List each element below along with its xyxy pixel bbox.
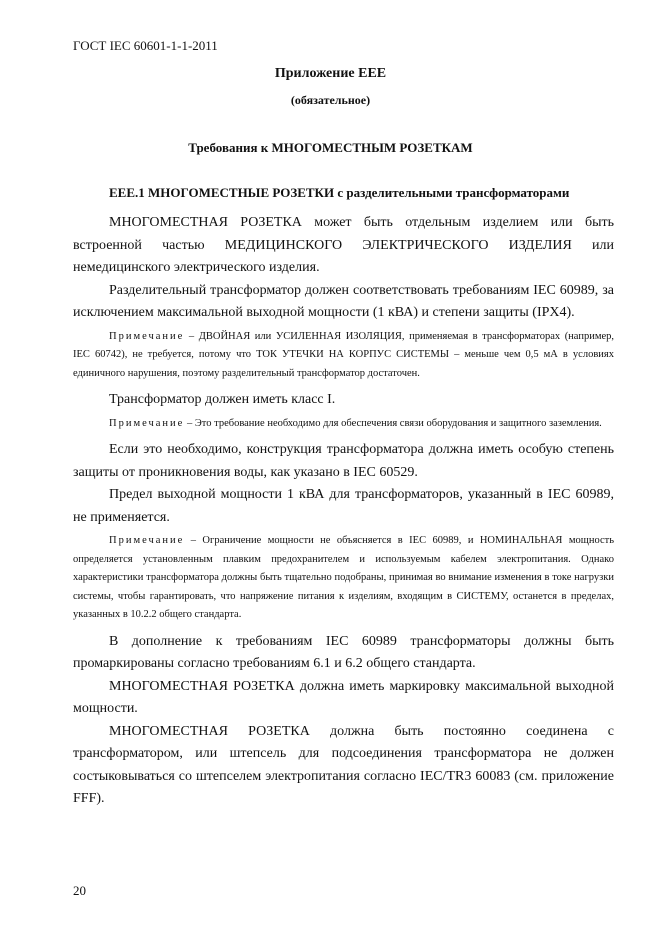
subsection-title: EEE.1 МНОГОМЕСТНЫЕ РОЗЕТКИ с разделительными трансформаторами xyxy=(109,185,570,200)
appendix-title: Приложение EEE xyxy=(274,66,387,81)
section-title: Требования к МНОГОМЕСТНЫМ РОЗЕТКАМ xyxy=(188,140,473,155)
appendix-status: (обязательное) xyxy=(290,93,371,107)
note-text: – Это требование необходимо для обеспечения связи оборудования и защитного заземления. xyxy=(184,417,602,429)
document-body xyxy=(73,183,614,811)
note-label: Примечание xyxy=(109,417,185,429)
paragraph: Разделительный трансформатор должен соответствовать требованиям IEC 60989, за исключением максимальной выходной мощности (1 кВА) и степени защиты (IPX4). xyxy=(73,282,614,320)
note xyxy=(73,328,614,384)
page-number: 20 xyxy=(73,883,86,898)
paragraph: МНОГОМЕСТНАЯ РОЗЕТКА должна иметь маркировку максимальной выходной мощности. xyxy=(73,678,614,716)
paragraph: Если это необходимо, конструкция трансформатора должна иметь особую степень защиты от проникновения воды, как указано в IEC 60529. xyxy=(73,442,614,480)
note-label: Примечание xyxy=(109,535,185,546)
note xyxy=(73,415,614,434)
note xyxy=(73,532,614,625)
note-text: – ДВОЙНАЯ или УСИЛЕННАЯ ИЗОЛЯЦИЯ, применяемая в трансформаторах (например, IEC 60742), не требуется, потому что ТОК УТЕЧКИ НА КОРПУС СИСТЕМЫ – меньше чем 0,5 мА в условиях единичного нарушения, поэтому разделительный трансформатор достаточен. xyxy=(73,330,614,379)
paragraph: Предел выходной мощности 1 кВА для трансформаторов, указанный в IEC 60989, не применяется. xyxy=(73,487,614,525)
paragraph: МНОГОМЕСТНАЯ РОЗЕТКА должна быть постоянно соединена с трансформатором, или штепсель для подсоединения трансформатора не должен состыковываться со штепселем электропитания согласно IEC/TR3 60083 (см. приложение FFF). xyxy=(73,723,614,806)
paragraph: МНОГОМЕСТНАЯ РОЗЕТКА может быть отдельным изделием или быть встроенной частью МЕДИЦИНСКОГО ЭЛЕКТРИЧЕСКОГО ИЗДЕЛИЯ или немедицинского электрического изделия. xyxy=(73,215,614,275)
document-header: ГОСТ IEC 60601-1-1-2011 xyxy=(73,38,218,53)
note-label: Примечание xyxy=(109,330,185,342)
paragraph: В дополнение к требованиям IEC 60989 трансформаторы должны быть промаркированы согласно требованиям 6.1 и 6.2 общего стандарта. xyxy=(73,633,614,671)
note-text: – Ограничение мощности не объясняется в IEC 60989, и НОМИНАЛЬНАЯ мощность определяется установленным плавким предохранителем и используемым кабелем электропитания. Однако характеристики трансформатора должны быть тщательно подобраны, принимая во внимание изменения в токе нагрузки системы, чтобы гарантировать, что напряжение питания к изделиям, входящим в СИСТЕМУ, останется в пределах, указанных в 10.2.2 общего стандарта. xyxy=(73,535,614,620)
paragraph: Трансформатор должен иметь класс I. xyxy=(109,392,336,407)
